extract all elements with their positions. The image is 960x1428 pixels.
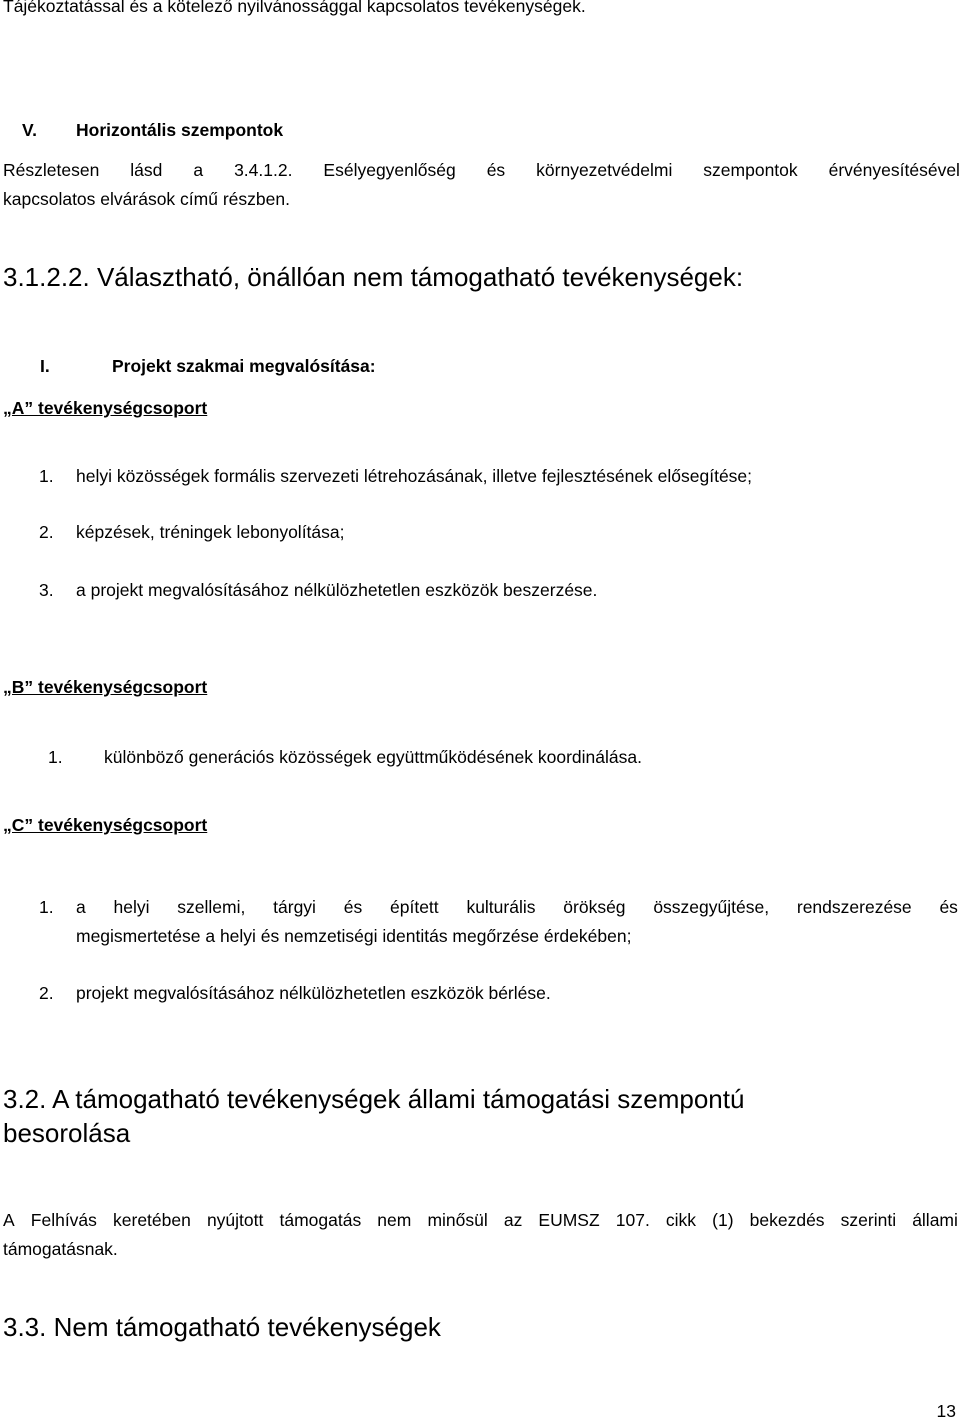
heading-3-3: 3.3. Nem támogatható tevékenységek: [3, 1312, 441, 1342]
word: és: [343, 897, 363, 917]
word: lásd: [130, 160, 163, 180]
section-v-number: V.: [22, 120, 37, 140]
word: épített: [390, 897, 439, 917]
section-v-title: Horizontális szempontok: [76, 120, 284, 140]
word: A: [3, 1210, 15, 1230]
group-c-item-2-text: projekt megvalósításához nélkülözhetetlen eszközök bérlése.: [76, 983, 551, 1003]
word: tárgyi: [273, 897, 316, 917]
word: EUMSZ: [538, 1210, 600, 1230]
group-c-item-1-line1: [76, 893, 958, 922]
section-v-paragraph-line2: kapcsolatos elvárások című részben.: [3, 189, 290, 209]
group-b-title: „B” tevékenységcsoport: [3, 677, 208, 697]
section-v-paragraph-line1: [3, 156, 960, 185]
group-a-item-2-text: képzések, tréningek lebonyolítása;: [76, 522, 345, 542]
word: nem: [377, 1210, 412, 1230]
word: összegyűjtése,: [653, 897, 770, 917]
group-a-item-2-number: 2.: [39, 522, 54, 542]
group-b-item-1-text: különböző generációs közösségek együttműködésének koordinálása.: [104, 747, 642, 767]
group-a-item-3-number: 3.: [39, 580, 54, 600]
group-c-title: „C” tevékenységcsoport: [3, 815, 208, 835]
paragraph-3-2-line1: [3, 1206, 958, 1235]
group-a-item-1-number: 1.: [39, 466, 54, 486]
subsection-i-number: I.: [40, 356, 50, 376]
group-a-item-1-text: helyi közösségek formális szervezeti létrehozásának, illetve fejlesztésének elősegítése;: [76, 466, 753, 486]
word: nyújtott: [206, 1210, 264, 1230]
subsection-i-title: Projekt szakmai megvalósítása:: [112, 356, 376, 376]
word: támogatás: [279, 1210, 362, 1230]
paragraph-3-2-line2: támogatásnak.: [3, 1239, 118, 1259]
word: bekezdés: [749, 1210, 825, 1230]
word: a: [193, 160, 204, 180]
group-c-item-1-line2: megismertetése a helyi és nemzetiségi identitás megőrzése érdekében;: [76, 926, 632, 946]
word: és: [939, 897, 958, 917]
word: kulturális: [466, 897, 536, 917]
word: rendszerezése: [796, 897, 912, 917]
word: 3.4.1.2.: [234, 160, 293, 180]
page-header: Tájékoztatással és a kötelező nyilvánossággal kapcsolatos tevékenységek.: [3, 0, 586, 16]
word: a: [76, 897, 86, 917]
word: szempontok: [703, 160, 798, 180]
word: 107.: [615, 1210, 650, 1230]
page-number: 13: [936, 1401, 956, 1421]
heading-3-1-2-2: 3.1.2.2. Választható, önállóan nem támogatható tevékenységek:: [3, 262, 744, 292]
word: érvényesítésével: [828, 160, 960, 180]
word: állami: [912, 1210, 958, 1230]
group-b-item-1-number: 1.: [48, 747, 63, 767]
word: Esélyegyenlőség: [323, 160, 456, 180]
heading-3-2-line1: 3.2. A támogatható tevékenységek állami támogatási szempontú: [3, 1084, 745, 1114]
word: örökség: [563, 897, 626, 917]
word: Felhívás: [30, 1210, 97, 1230]
word: minősül: [427, 1210, 488, 1230]
word: cikk: [665, 1210, 697, 1230]
word: (1): [712, 1210, 734, 1230]
word: szellemi,: [177, 897, 246, 917]
group-c-item-1-number: 1.: [39, 897, 54, 917]
word: és: [486, 160, 506, 180]
word: az: [503, 1210, 523, 1230]
word: környezetvédelmi: [536, 160, 673, 180]
group-a-item-3-text: a projekt megvalósításához nélkülözhetetlen eszközök beszerzése.: [76, 580, 598, 600]
word: szerinti: [840, 1210, 897, 1230]
group-a-title: „A” tevékenységcsoport: [3, 398, 208, 418]
word: helyi: [113, 897, 150, 917]
heading-3-2-line2: besorolása: [3, 1118, 131, 1148]
group-c-item-2-number: 2.: [39, 983, 54, 1003]
word: keretében: [113, 1210, 191, 1230]
word: Részletesen: [3, 160, 100, 180]
